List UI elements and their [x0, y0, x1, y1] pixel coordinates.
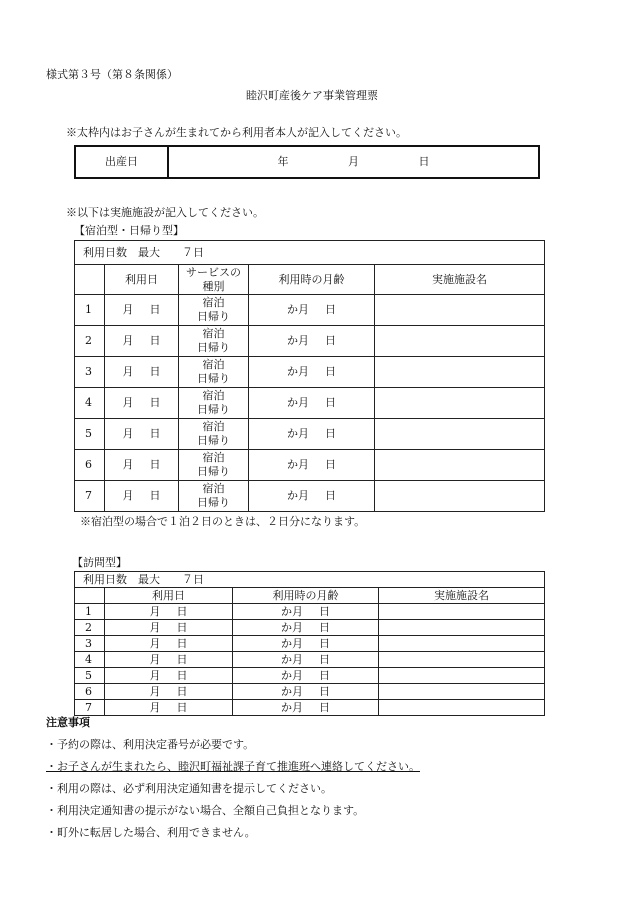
row-number: 4	[75, 652, 105, 668]
service-type-cell[interactable]: 宿泊 日帰り	[179, 419, 249, 450]
date-cell[interactable]: 月 日	[105, 636, 233, 652]
facility-cell[interactable]	[379, 652, 545, 668]
row-number: 2	[75, 620, 105, 636]
service-type-cell[interactable]: 宿泊 日帰り	[179, 481, 249, 512]
age-cell[interactable]: か月 日	[249, 419, 375, 450]
date-cell[interactable]: 月 日	[105, 652, 233, 668]
table-row	[75, 481, 545, 512]
age-cell[interactable]: か月 日	[249, 450, 375, 481]
facility-cell[interactable]	[375, 419, 545, 450]
visit-header-date: 利用日	[105, 588, 233, 604]
date-cell[interactable]: 月 日	[105, 357, 179, 388]
table-row	[75, 419, 545, 450]
note-item: ・利用の際は、必ず利用決定通知書を提示してください。	[46, 782, 332, 795]
age-cell[interactable]: か月 日	[233, 620, 379, 636]
table-row	[75, 388, 545, 419]
facility-cell[interactable]	[375, 481, 545, 512]
stay-max-days: 利用日数 最大 ７日	[75, 241, 545, 265]
page-title: 睦沢町産後ケア事業管理票	[246, 89, 378, 102]
stay-header-service-line2: 種別	[202, 279, 225, 293]
service-type-cell[interactable]: 宿泊 日帰り	[179, 357, 249, 388]
age-cell[interactable]: か月 日	[249, 388, 375, 419]
row-number: 2	[75, 326, 105, 357]
stay-table	[74, 240, 545, 512]
facility-cell[interactable]	[375, 326, 545, 357]
facility-cell[interactable]	[379, 700, 545, 716]
note-item: ・町外に転居した場合、利用できません。	[46, 826, 256, 839]
age-cell[interactable]: か月 日	[233, 652, 379, 668]
service-type-cell[interactable]: 宿泊 日帰り	[179, 326, 249, 357]
notes-heading: 注意事項	[46, 716, 90, 729]
birth-month-unit: 月	[348, 155, 359, 168]
row-number: 6	[75, 684, 105, 700]
visit-max-days: 利用日数 最大 ７日	[75, 572, 545, 588]
birth-day-unit: 日	[418, 155, 430, 168]
facility-cell[interactable]	[375, 388, 545, 419]
row-number: 5	[75, 419, 105, 450]
age-cell[interactable]: か月 日	[249, 326, 375, 357]
table-row	[75, 357, 545, 388]
table-row	[75, 636, 545, 652]
stay-header-service-line1: サービスの	[186, 265, 241, 279]
row-number: 3	[75, 357, 105, 388]
service-type-cell[interactable]: 宿泊 日帰り	[179, 450, 249, 481]
row-number: 7	[75, 481, 105, 512]
facility-cell[interactable]	[379, 684, 545, 700]
row-number: 7	[75, 700, 105, 716]
birth-date-label: 出産日	[75, 146, 168, 178]
note-item-contact: ・お子さんが生まれたら、睦沢町福祉課子育て推進班へ連絡してください。	[46, 760, 420, 773]
table-row	[75, 700, 545, 716]
row-number: 5	[75, 668, 105, 684]
service-type-cell[interactable]: 宿泊 日帰り	[179, 295, 249, 326]
facility-cell[interactable]	[379, 636, 545, 652]
facility-cell[interactable]	[375, 450, 545, 481]
date-cell[interactable]: 月 日	[105, 620, 233, 636]
table-row	[75, 604, 545, 620]
stay-header-no	[75, 265, 105, 295]
date-cell[interactable]: 月 日	[105, 419, 179, 450]
age-cell[interactable]: か月 日	[249, 481, 375, 512]
age-cell[interactable]: か月 日	[233, 636, 379, 652]
facility-cell[interactable]	[375, 357, 545, 388]
facility-cell[interactable]	[379, 604, 545, 620]
note-item: ・利用決定通知書の提示がない場合、全額自己負担となります。	[46, 804, 365, 817]
visit-table	[74, 571, 545, 716]
facility-cell[interactable]	[379, 668, 545, 684]
table-row	[75, 620, 545, 636]
row-number: 1	[75, 295, 105, 326]
stay-header-age: 利用時の月齢	[249, 265, 375, 295]
table-row	[75, 684, 545, 700]
date-cell[interactable]: 月 日	[105, 326, 179, 357]
date-cell[interactable]: 月 日	[105, 668, 233, 684]
age-cell[interactable]: か月 日	[233, 684, 379, 700]
row-number: 4	[75, 388, 105, 419]
date-cell[interactable]: 月 日	[105, 450, 179, 481]
date-cell[interactable]: 月 日	[105, 388, 179, 419]
table-row	[75, 295, 545, 326]
age-cell[interactable]: か月 日	[233, 604, 379, 620]
age-cell[interactable]: か月 日	[233, 700, 379, 716]
birth-year-unit: 年	[277, 155, 289, 168]
birth-date-field[interactable]	[168, 146, 539, 178]
visit-header-age: 利用時の月齢	[233, 588, 379, 604]
row-number: 6	[75, 450, 105, 481]
date-cell[interactable]: 月 日	[105, 684, 233, 700]
visit-header-facility: 実施施設名	[379, 588, 545, 604]
stay-header-date: 利用日	[105, 265, 179, 295]
service-type-cell[interactable]: 宿泊 日帰り	[179, 388, 249, 419]
age-cell[interactable]: か月 日	[249, 357, 375, 388]
visit-section-heading: 【訪問型】	[72, 556, 127, 569]
table-row	[75, 652, 545, 668]
date-cell[interactable]: 月 日	[105, 700, 233, 716]
table-row	[75, 450, 545, 481]
row-number: 3	[75, 636, 105, 652]
note-bold-frame: ※太枠内はお子さんが生まれてから利用者本人が記入してください。	[66, 126, 407, 139]
row-number: 1	[75, 604, 105, 620]
facility-cell[interactable]	[379, 620, 545, 636]
date-cell[interactable]: 月 日	[105, 295, 179, 326]
stay-footnote: ※宿泊型の場合で１泊２日のときは、２日分になります。	[80, 515, 366, 528]
stay-header-service	[179, 265, 249, 295]
table-row	[75, 668, 545, 684]
date-cell[interactable]: 月 日	[105, 481, 179, 512]
form-number: 様式第３号（第８条関係）	[46, 68, 178, 81]
stay-header-facility: 実施施設名	[375, 265, 545, 295]
note-item: ・予約の際は、利用決定番号が必要です。	[46, 738, 255, 751]
age-cell[interactable]: か月 日	[249, 295, 375, 326]
visit-header-no	[75, 588, 105, 604]
facility-cell[interactable]	[375, 295, 545, 326]
age-cell[interactable]: か月 日	[233, 668, 379, 684]
date-cell[interactable]: 月 日	[105, 604, 233, 620]
stay-section-heading: 【宿泊型・日帰り型】	[74, 224, 184, 237]
table-row	[75, 326, 545, 357]
note-facility: ※以下は実施施設が記入してください。	[66, 206, 264, 219]
birth-date-table	[74, 145, 540, 179]
